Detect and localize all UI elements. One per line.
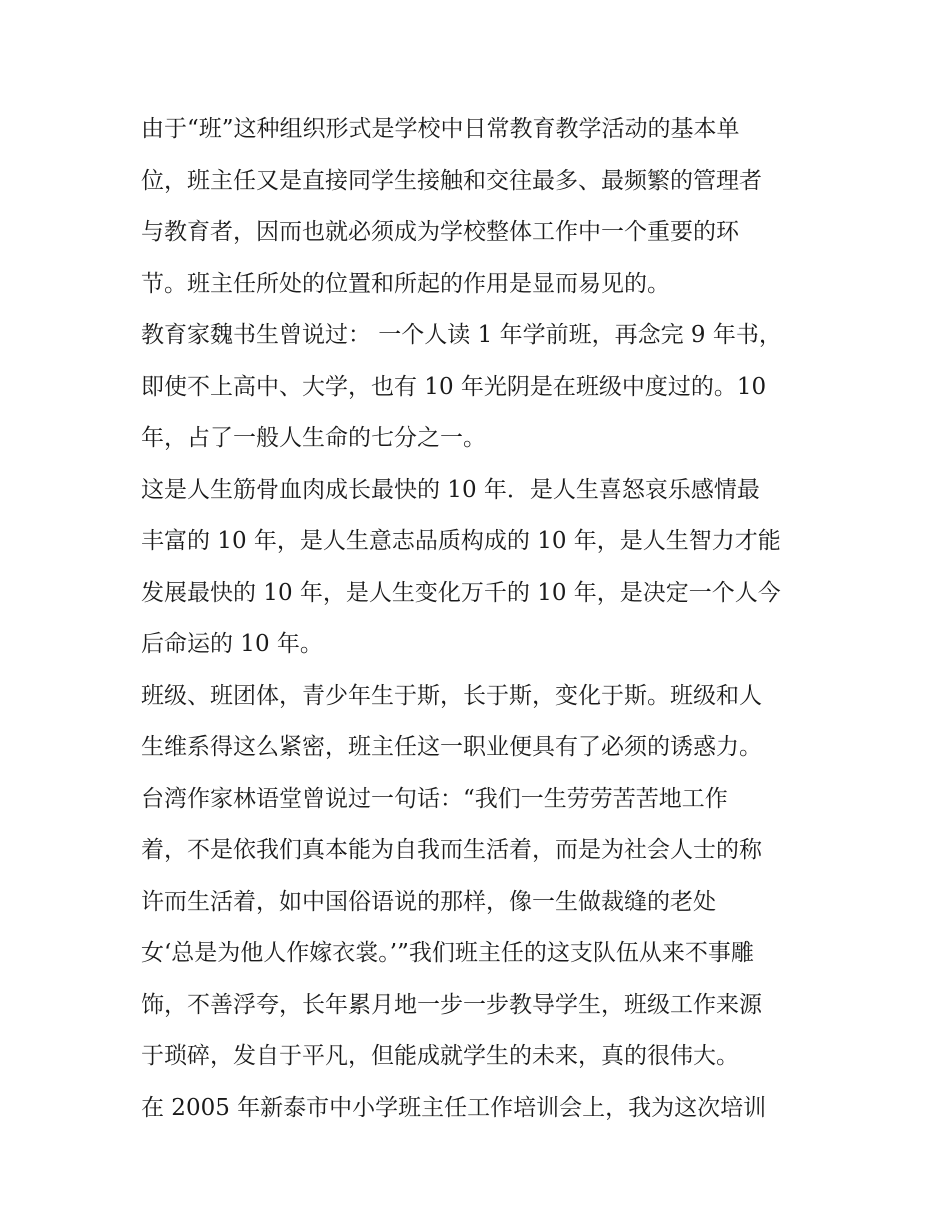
text-line-1: 由于“班”这种组织形式是学校中日常教育教学活动的基本单 [141, 116, 740, 142]
text-line-18: 饰，不善浮夸，长年累月地一步一步教导学生，班级工作来源 [141, 991, 762, 1018]
text-line-9: 丰富的 10 年，是人生意志品质构成的 10 年，是人生智力才能 [141, 528, 781, 554]
text-line-17: 女‘总是为他人作嫁衣裳。’”我们班主任的这支队伍从来不事雕 [141, 940, 754, 966]
text-line-13: 生维系得这么紧密，班主任这一职业便具有了必须的诱惑力。 [141, 734, 762, 760]
document-body [141, 104, 821, 1134]
text-line-8: 这是人生筋骨血肉成长最快的 10 年．是人生喜怒哀乐感情最 [141, 476, 760, 503]
text-line-14: 台湾作家林语堂曾说过一句话：“我们一生劳劳苦苦地工作 [141, 785, 728, 812]
text-line-15: 着，不是依我们真本能为自我而生活着，而是为社会人士的称 [141, 837, 762, 863]
text-line-4: 节。班主任所处的位置和所起的作用是显而易见的。 [141, 270, 670, 297]
text-line-3: 与教育者，因而也就必须成为学校整体工作中一个重要的环 [141, 219, 739, 245]
text-line-2: 位，班主任又是直接同学生接触和交往最多、最频繁的管理者 [141, 167, 762, 194]
text-line-19: 于琐碎，发自于平凡，但能成就学生的未来，真的很伟大。 [141, 1043, 739, 1069]
text-line-11: 后命运的 10 年。 [141, 631, 323, 657]
text-line-6: 即使不上高中、大学，也有 10 年光阴是在班级中度过的。10 [141, 373, 767, 400]
text-line-10: 发展最快的 10 年，是人生变化万千的 10 年，是决定一个人今 [141, 579, 781, 606]
text-line-12: 班级、班团体，青少年生于斯，长于斯，变化于斯。班级和人 [141, 682, 762, 709]
text-line-7: 年，占了一般人生命的七分之一。 [141, 425, 486, 451]
text-line-20: 在 2005 年新泰市中小学班主任工作培训会上，我为这次培训 [141, 1094, 767, 1121]
text-line-16: 许而生活着，如中国俗语说的那样，像一生做裁缝的老处 [141, 888, 716, 915]
text-line-5: 教育家魏书生曾说过： 一个人读 1 年学前班，再念完 9 年书， [141, 322, 782, 348]
